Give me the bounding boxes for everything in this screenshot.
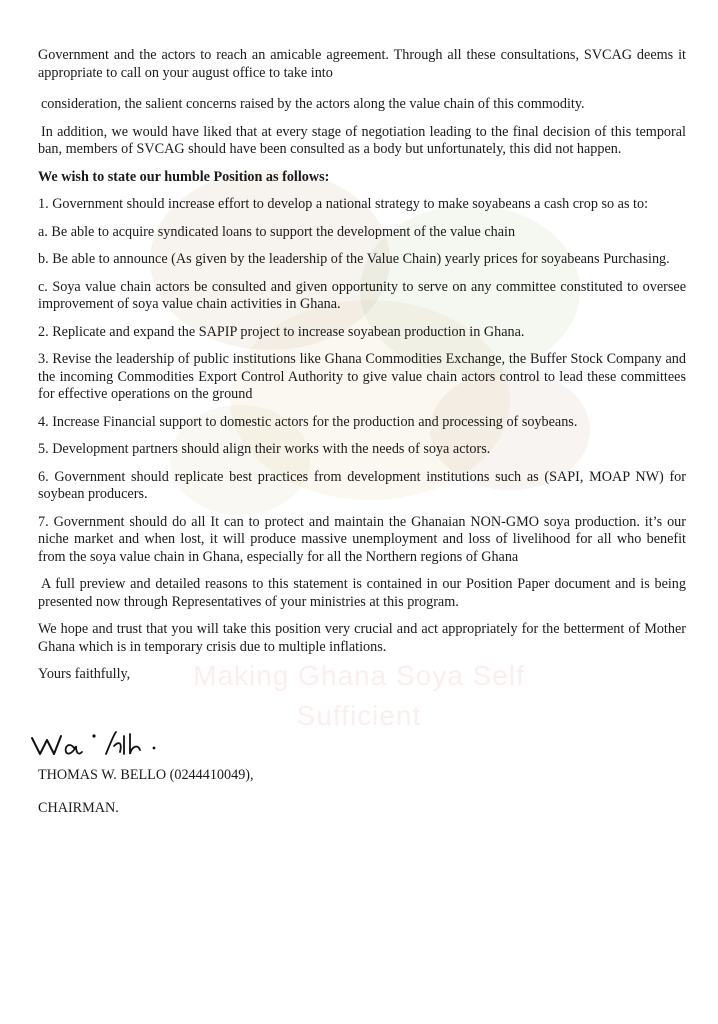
position-item-3: 3. Revise the leadership of public institutions like Ghana Commodities Exchange, the Buffer Stock Company and the incoming Commodities Export Control Authority to give value chain actors control to lead these committees for effective operations on the ground xyxy=(38,351,686,402)
handwritten-signature xyxy=(30,726,200,762)
position-heading: We wish to state our humble Position as follows: xyxy=(38,168,330,185)
position-item-2: 2. Replicate and expand the SAPIP project to increase soyabean production in Ghana. xyxy=(38,323,525,340)
closing-paragraph: We hope and trust that you will take this position very crucial and act appropriately for the betterment of Mother Ghana which is in temporary crisis due to multiple inflations. xyxy=(38,621,686,655)
paragraph-3: In addition, we would have liked that at every stage of negotiation leading to the final decision of this temporal ban, members of SVCAG should have been consulted as a body but unfortunately, this did not happen. xyxy=(38,123,686,157)
position-item-5: 5. Development partners should align their works with the needs of soya actors. xyxy=(38,441,491,457)
signatory-title: CHAIRMAN. xyxy=(38,800,119,816)
position-item-1c: c. Soya value chain actors be consulted and given opportunity to serve on any committee constituted to oversee improvement of soya value chain activities in Ghana. xyxy=(38,278,686,312)
position-item-1: 1. Government should increase effort to develop a national strategy to make soyabeans a cash crop so as to: xyxy=(38,196,649,212)
paragraph-2: consideration, the salient concerns raised by the actors along the value chain of this commodity. xyxy=(41,96,585,112)
watermark-text-line-1: Making Ghana Soya Self xyxy=(193,660,525,691)
position-item-6: 6. Government should replicate best practices from development institutions such as (SAPI, MOAP NW) for soybean producers. xyxy=(38,468,686,502)
valediction: Yours faithfully, xyxy=(38,666,131,682)
position-item-7: 7. Government should do all It can to protect and maintain the Ghanaian NON-GMO soya production. it’s our niche market and when lost, it will produce massive unemployment and loss of livelihood for all who benefit from the soya value chain in Ghana, especially for all the Northern regions of Ghana xyxy=(38,513,686,565)
letter-body xyxy=(38,47,686,694)
paragraph-1: Government and the actors to reach an amicable agreement. Through all these consultations, SVCAG deems it appropriate to call on your august office to take into xyxy=(38,47,686,81)
position-item-1a: a. Be able to acquire syndicated loans to support the development of the value chain xyxy=(38,223,516,240)
signatory-name: THOMAS W. BELLO (0244410049), xyxy=(38,767,254,783)
preview-paragraph: A full preview and detailed reasons to this statement is contained in our Position Paper document and is being presented now through Representatives of your ministries at this program. xyxy=(38,576,686,610)
position-item-1b: b. Be able to announce (As given by the leadership of the Value Chain) yearly prices for soyabeans Purchasing. xyxy=(38,251,670,267)
signature-block xyxy=(38,726,200,762)
watermark-text-line-2: Sufficient xyxy=(296,700,422,731)
position-item-4: 4. Increase Financial support to domestic actors for the production and processing of soybeans. xyxy=(38,413,578,430)
